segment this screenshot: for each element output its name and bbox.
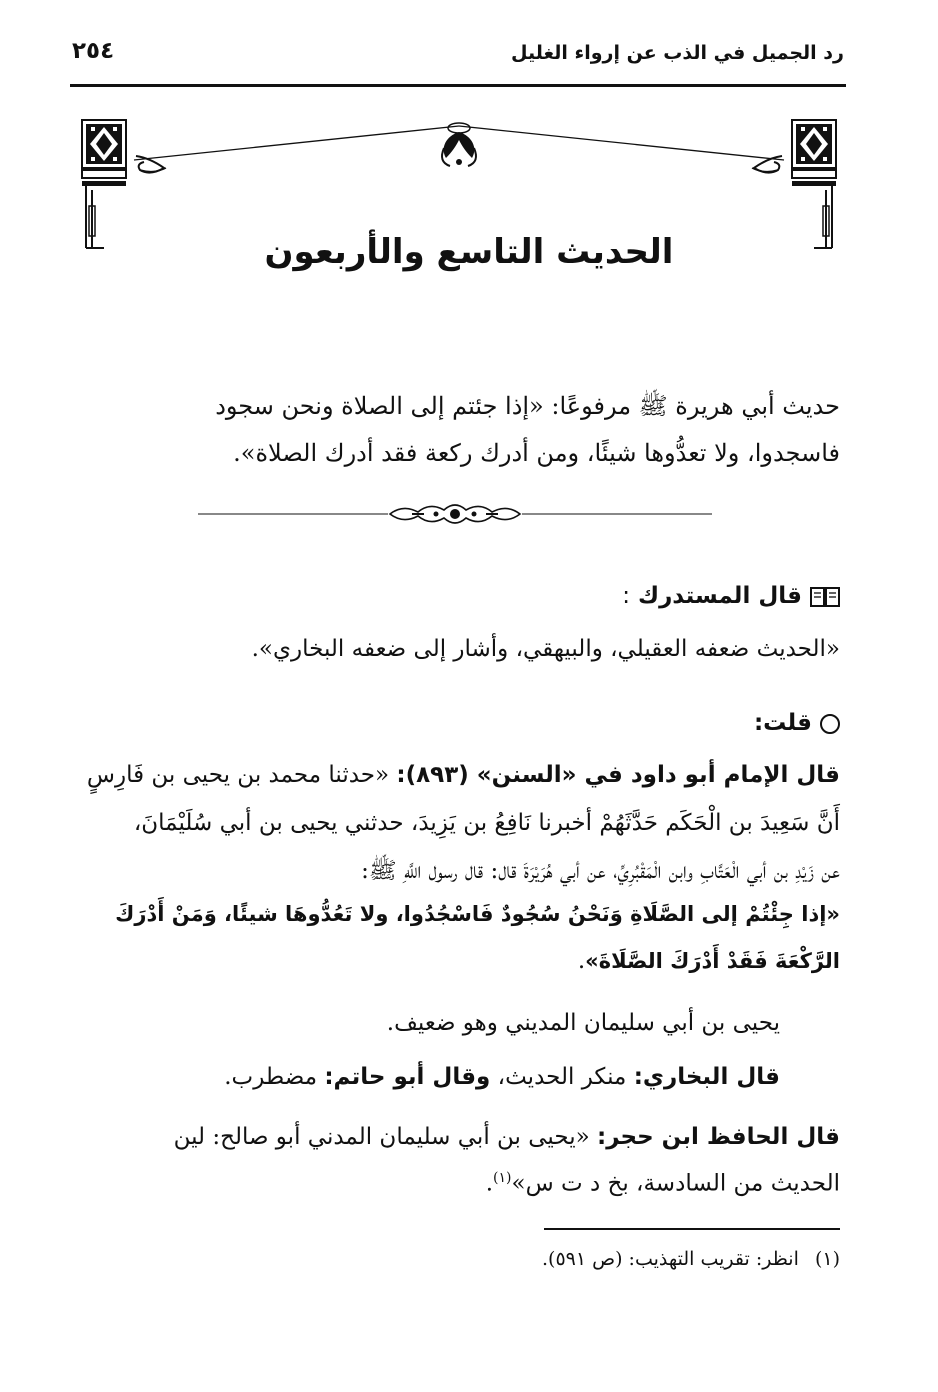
chapter-title: الحديث التاسع والأربعون	[264, 232, 674, 272]
left-ornament-tile-icon	[82, 120, 126, 248]
hadith-paragraph	[72, 383, 840, 477]
ibn-hajar-lead: قال الحافظ ابن حجر:	[597, 1124, 840, 1150]
footnote-reference[interactable]: (١)	[493, 1170, 512, 1186]
abu-dawud-lead: قال الإمام أبو داود في «السنن» (٨٩٣):	[396, 762, 840, 788]
abu-dawud-line-5-bold: الرَّكْعَةَ فَقَدْ أَدْرَكَ الصَّلَاةَ»	[585, 949, 840, 973]
ornamental-divider-icon	[198, 498, 712, 532]
bukhari-line	[224, 1064, 780, 1090]
page-number: ٢٥٤	[72, 38, 115, 64]
mustadrak-quote: «الحديث ضعفه العقيلي، والبيهقي، وأشار إلى ضعفه البخاري».	[251, 636, 840, 662]
center-floral-ornament-icon	[442, 123, 476, 166]
abu-dawud-line-1	[87, 762, 840, 788]
ibn-hajar-line-2-text: الحديث من السادسة، بخ د ت س»	[511, 1170, 840, 1197]
running-title: رد الجميل في الذب عن إرواء الغليل	[511, 42, 844, 64]
ibn-hajar-line-1-rest: «يحيى بن أبي سليمان المدني أبو صالح: لين	[173, 1124, 590, 1150]
abu-dawud-line-2: أَنَّ سَعِيدَ بن الْحَكَم حَدَّثَهُمْ أخبرنا نَافِعُ بن يَزِيدَ، حدثني يحيى بن أبي سُلَيْمَانَ،	[133, 810, 840, 836]
abu-dawud-line-3: عن زَيْدِ بن أبي الْعَتَّابِ وابن الْمَقْبُرِيِّ، عن أبي هُرَيْرَةَ قال: قال رسول اللَّهِ ﷺ:	[361, 858, 840, 884]
abu-dawud-line-5	[578, 948, 840, 974]
header-rule	[70, 84, 846, 87]
footnote-number: (١)	[814, 1248, 840, 1270]
mustadrak-heading	[622, 583, 840, 609]
hadith-line-2: فاسجدوا، ولا تعدُّوها شيئًا، ومن أدرك ركعة فقد أدرك الصلاة».	[233, 439, 840, 467]
footnote	[542, 1248, 840, 1270]
ibn-hajar-line-2	[486, 1170, 840, 1197]
footnote-rule	[544, 1228, 840, 1230]
hadith-line-1: حديث أبي هريرة ﷺ مرفوعًا: «إذا جئتم إلى الصلاة ونحن سجود	[215, 392, 840, 420]
ibn-hajar-line-2-end: .	[485, 1170, 494, 1197]
ibn-hajar-line-1	[174, 1124, 840, 1150]
abu-hatim-lead: وقال أبو حاتم:	[324, 1064, 491, 1090]
qultu-heading	[754, 710, 840, 736]
abu-dawud-line-5-end: .	[577, 948, 586, 974]
right-ornament-tile-icon	[792, 120, 836, 248]
mustadrak-heading-colon: :	[622, 583, 630, 609]
footnote-text: انظر: تقريب التهذيب: (ص ٥٩١).	[542, 1248, 799, 1270]
page-header	[72, 38, 844, 78]
qultu-heading-label: قلت:	[753, 710, 812, 736]
abu-dawud-line-4: «إذا جِئْتُمْ إلى الصَّلَاةِ وَنَحْنُ سُجُودٌ فَاسْجُدُوا، ولا تَعُدُّوهَا شيئًا، وَمَنْ أَدْرَكَ	[115, 902, 840, 926]
bukhari-lead: قال البخاري:	[633, 1064, 780, 1090]
bukhari-text: منكر الحديث،	[497, 1064, 627, 1090]
narrator-note: يحيى بن أبي سليمان المديني وهو ضعيف.	[386, 1010, 780, 1036]
abu-hatim-text: مضطرب.	[224, 1064, 318, 1090]
open-book-icon	[810, 586, 840, 608]
mustadrak-heading-label: قال المستدرك	[637, 583, 802, 609]
circle-bullet-icon	[820, 714, 840, 734]
abu-dawud-line-1-rest: «حدثنا محمد بن يحيى بن فَارِسٍ	[86, 762, 390, 788]
